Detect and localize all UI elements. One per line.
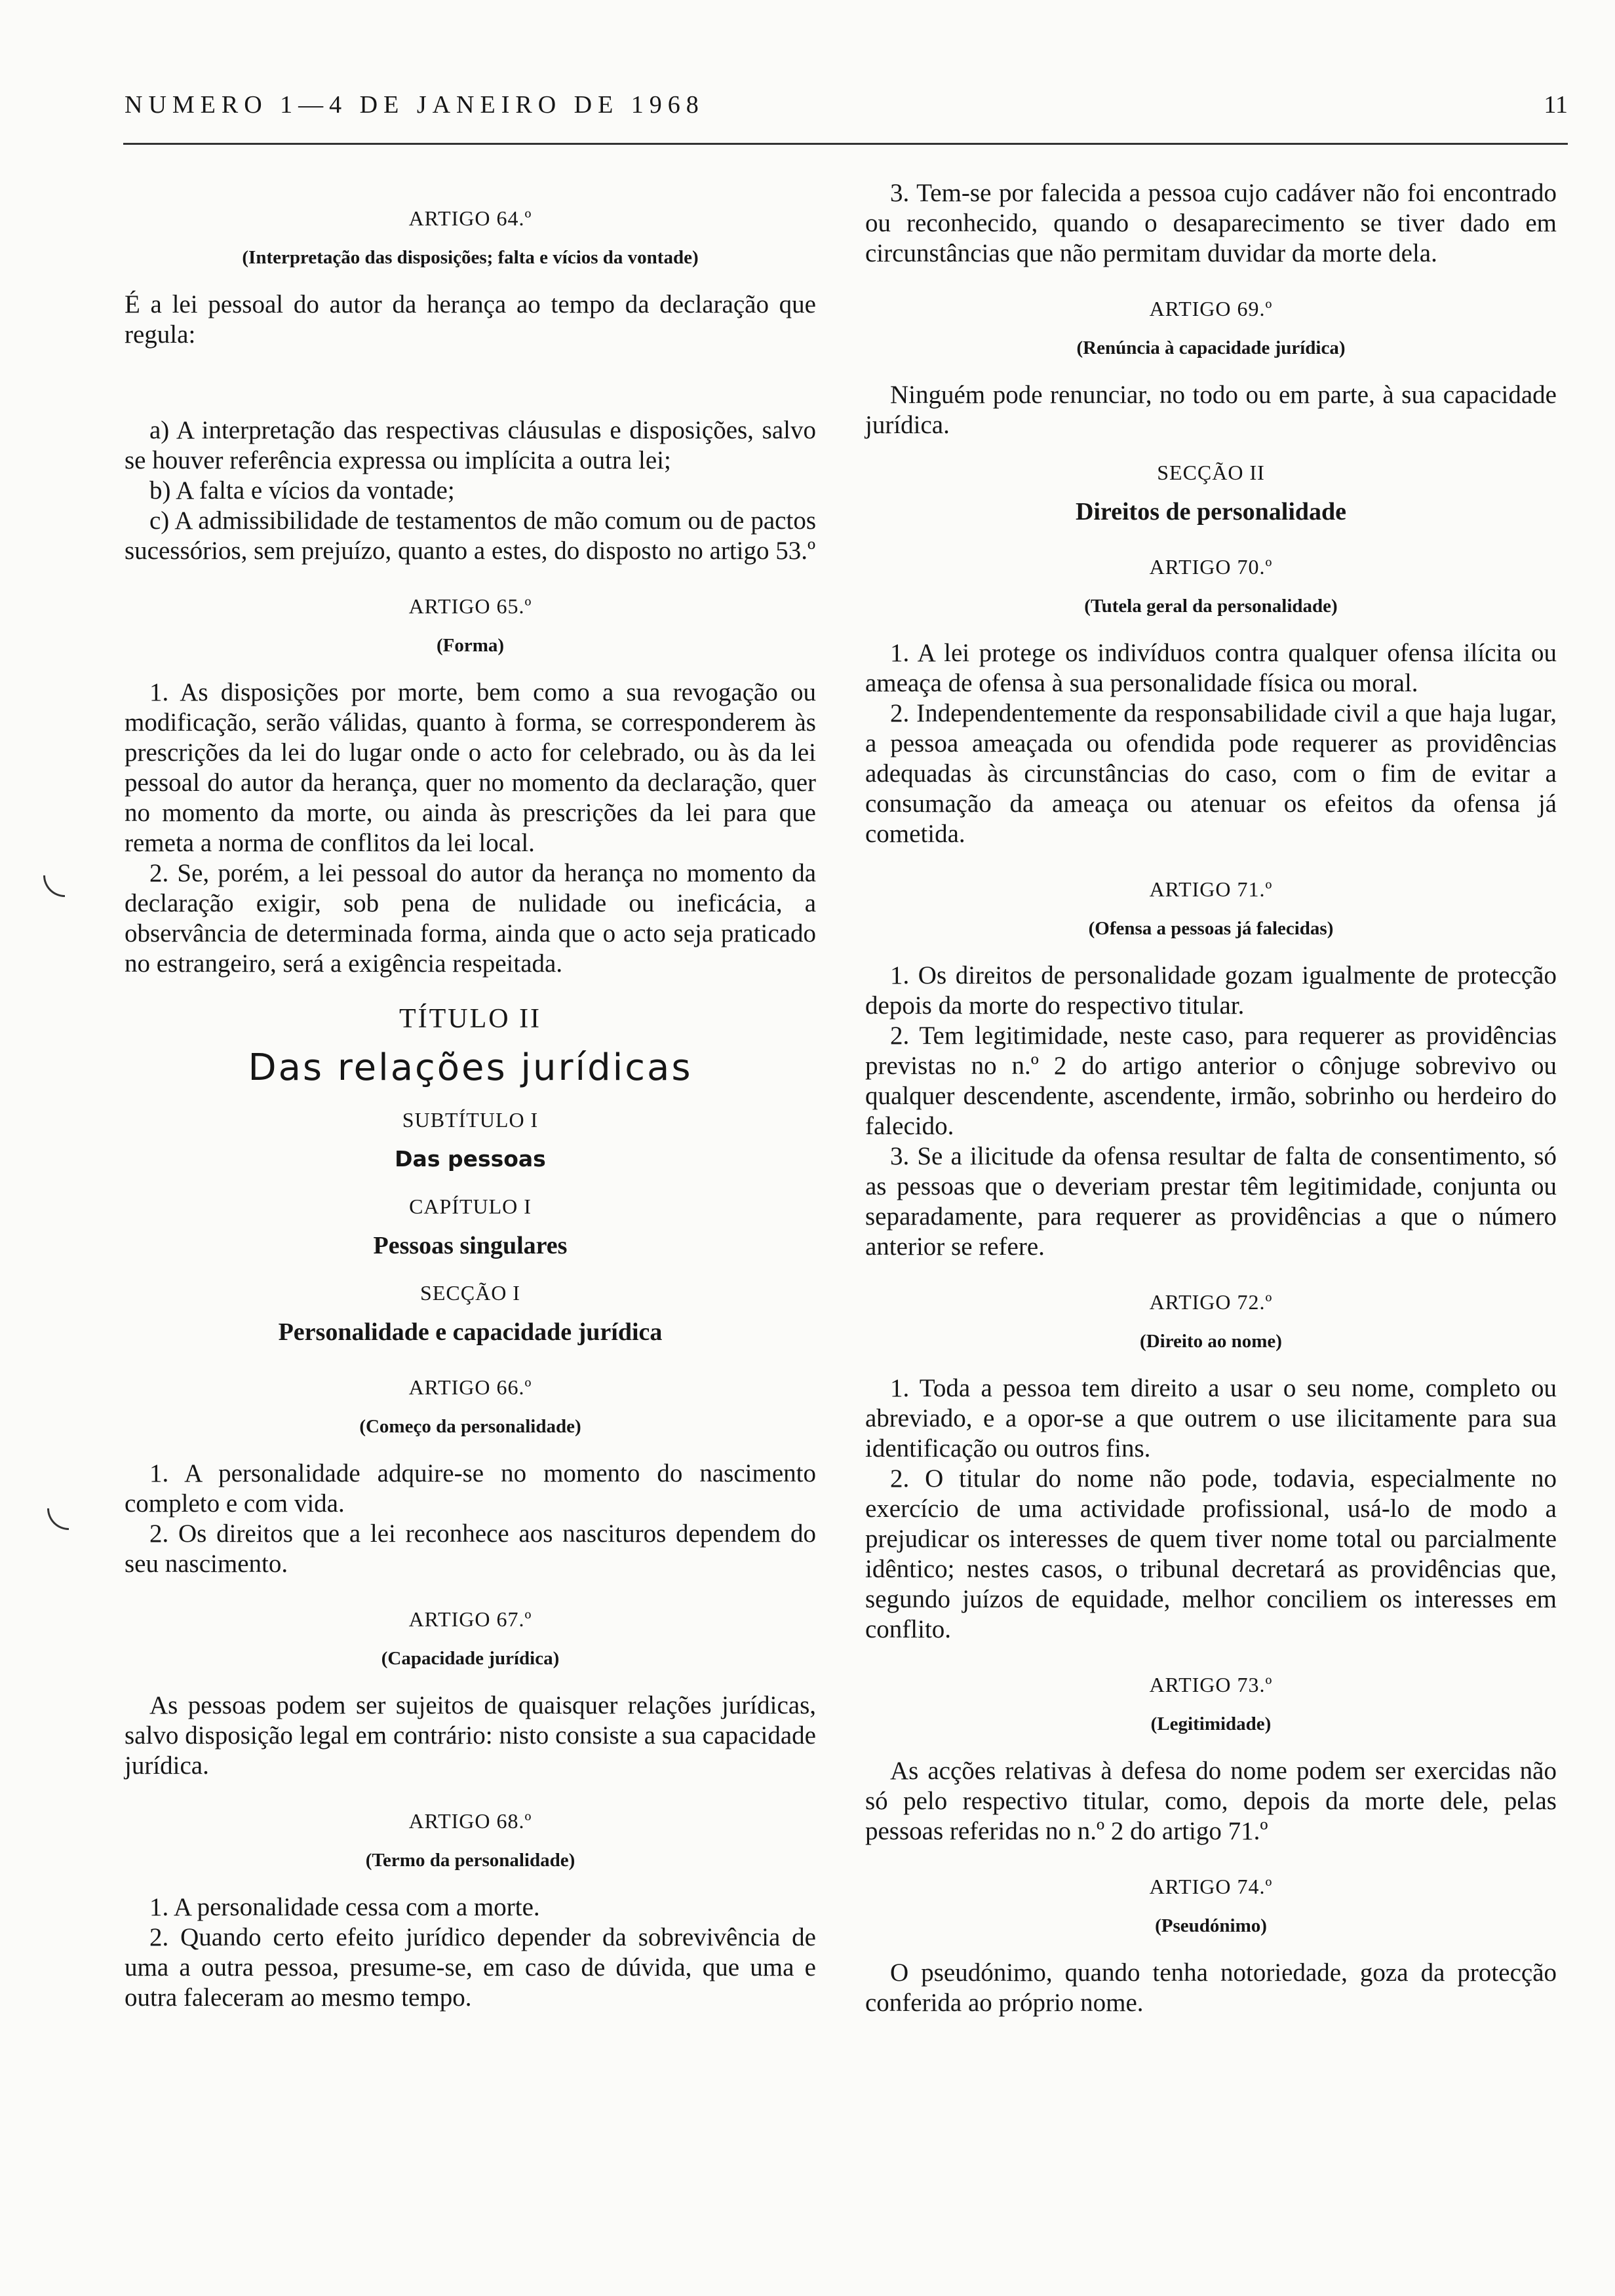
header-rule	[123, 143, 1568, 145]
section-heading: SUBTÍTULO I	[402, 1108, 539, 1132]
article-caption: (Termo da personalidade)	[365, 1850, 575, 1871]
article-heading: ARTIGO 69.º	[1149, 297, 1273, 320]
paragraph: 2. Se, porém, a lei pessoal do autor da herança no momento da declaração exigir, sob pena de nulidade ou ineficácia, a observância de determinada forma, ainda que o acto seja praticado no estrangeiro, será a exigência respeitada.	[125, 859, 816, 978]
title-name: Das relações jurídicas	[248, 1046, 693, 1089]
paragraph: É a lei pessoal do autor da herança ao tempo da declaração que regula:	[125, 290, 816, 349]
section-heading: SECÇÃO II	[1157, 461, 1265, 484]
title-heading: TÍTULO II	[399, 1004, 542, 1034]
article-heading: ARTIGO 64.º	[408, 206, 532, 230]
section-heading: SECÇÃO I	[420, 1281, 520, 1305]
paragraph: 1. Toda a pessoa tem direito a usar o seu nome, completo ou abreviado, e a opor-se a que outrem o use ilicitamente para sua identificação ou outros fins.	[865, 1374, 1557, 1463]
section-title: Personalidade e capacidade jurídica	[278, 1318, 663, 1346]
paragraph: 2. Quando certo efeito jurídico depender da sobrevivência de uma a outra pessoa, presume-se, em caso de dúvida, que uma e outra faleceram ao mesmo tempo.	[125, 1923, 816, 2012]
article-heading: ARTIGO 65.º	[408, 594, 532, 618]
margin-mark	[43, 875, 65, 897]
paragraph: 1. A personalidade cessa com a morte.	[149, 1893, 540, 1921]
article-caption: (Forma)	[436, 635, 505, 656]
paragraph: c) A admissibilidade de testamentos de mão comum ou de pactos sucessórios, sem prejuízo, quanto a estes, do disposto no artigo 53.º	[125, 507, 816, 565]
paragraph: 1. As disposições por morte, bem como a sua revogação ou modificação, serão válidas, quanto à forma, se corresponderem às prescrições da lei do lugar onde o acto for celebrado, ou às da lei pessoal do autor da herança, quer no momento da declaração, quer no momento da morte, ou ainda às prescrições da lei para que remeta a norma de conflitos da lei local.	[125, 678, 816, 857]
paragraph: 3. Tem-se por falecida a pessoa cujo cadáver não foi encontrado ou reconhecido, quando o desaparecimento se tiver dado em circunstâncias que não permitam duvidar da morte dela.	[865, 179, 1557, 267]
article-caption: (Legitimidade)	[1150, 1713, 1272, 1734]
article-heading: ARTIGO 70.º	[1149, 555, 1273, 579]
article-heading: ARTIGO 74.º	[1149, 1875, 1273, 1898]
article-heading: ARTIGO 66.º	[408, 1375, 532, 1399]
page-header	[125, 90, 1568, 130]
paragraph: 1. Os direitos de personalidade gozam igualmente de protecção depois da morte do respectivo titular.	[865, 961, 1557, 1020]
article-caption: (Ofensa a pessoas já falecidas)	[1088, 918, 1334, 939]
margin-mark	[47, 1508, 69, 1530]
article-caption: (Capacidade jurídica)	[381, 1648, 560, 1669]
article-heading: ARTIGO 72.º	[1149, 1290, 1273, 1314]
paragraph: 2. O titular do nome não pode, todavia, especialmente no exercício de uma actividade profissional, usá-lo de modo a prejudicar os interesses de quem tiver nome total ou parcialmente idêntico; nestes casos, o tribunal decretará as providências que, segundo juízos de equidade, melhor conciliem os interesses em conflito.	[865, 1464, 1557, 1643]
paragraph: 2. Independentemente da responsabilidade civil a que haja lugar, a pessoa ameaçada ou ofendida pode requerer as providências adequadas às circunstâncias do caso, com o fim de evitar a consumação da ameaça ou atenuar os efeitos da ofensa já cometida.	[865, 699, 1557, 848]
paragraph: Ninguém pode renunciar, no todo ou em parte, à sua capacidade jurídica.	[865, 381, 1557, 439]
paragraph: 2. Os direitos que a lei reconhece aos nascituros dependem do seu nascimento.	[125, 1520, 816, 1578]
paragraph: 2. Tem legitimidade, neste caso, para requerer as providências previstas no n.º 2 do artigo anterior o cônjuge sobrevivo ou qualquer descendente, ascendente, irmão, sobrinho ou herdeiro do falecido.	[865, 1022, 1557, 1140]
section-heading: CAPÍTULO I	[409, 1195, 532, 1218]
page-number: 11	[1544, 91, 1568, 119]
paragraph: b) A falta e vícios da vontade;	[149, 476, 455, 505]
article-caption: (Pseudónimo)	[1155, 1915, 1267, 1936]
section-title: Pessoas singulares	[373, 1232, 568, 1259]
spacer	[125, 375, 816, 390]
article-caption: (Tutela geral da personalidade)	[1084, 596, 1338, 617]
paragraph: O pseudónimo, quando tenha notoriedade, goza da protecção conferida ao próprio nome.	[865, 1959, 1557, 2017]
paragraph: a) A interpretação das respectivas cláusulas e disposições, salvo se houver referência expressa ou implícita a outra lei;	[125, 416, 816, 474]
article-heading: ARTIGO 68.º	[408, 1809, 532, 1833]
article-caption: (Direito ao nome)	[1140, 1331, 1282, 1352]
paragraph: 1. A personalidade adquire-se no momento do nascimento completo e com vida.	[125, 1459, 816, 1518]
subtitle-name: Das pessoas	[395, 1146, 546, 1172]
paragraph: As pessoas podem ser sujeitos de quaisquer relações jurídicas, salvo disposição legal em contrário: nisto consiste a sua capacidade jurídica.	[125, 1691, 816, 1780]
article-heading: ARTIGO 67.º	[408, 1607, 532, 1631]
section-title: Direitos de personalidade	[1075, 498, 1347, 526]
article-caption: (Interpretação das disposições; falta e vícios da vontade)	[242, 247, 699, 268]
article-caption: (Renúncia à capacidade jurídica)	[1076, 337, 1346, 358]
issue-title: NUMERO 1—4 DE JANEIRO DE 1968	[125, 91, 705, 119]
article-caption: (Começo da personalidade)	[359, 1416, 581, 1437]
right-column	[865, 178, 1557, 2018]
left-column	[125, 178, 816, 2013]
article-heading: ARTIGO 71.º	[1149, 877, 1273, 901]
paragraph: 1. A lei protege os indivíduos contra qualquer ofensa ilícita ou ameaça de ofensa à sua personalidade física ou moral.	[865, 639, 1557, 697]
paragraph: As acções relativas à defesa do nome podem ser exercidas não só pelo respectivo titular, como, depois da morte dele, pelas pessoas referidas no n.º 2 do artigo 71.º	[865, 1757, 1557, 1845]
paragraph: 3. Se a ilicitude da ofensa resultar de falta de consentimento, só as pessoas que o deveriam prestar têm legitimidade, conjunta ou separadamente, para requerer as providências a que o número anterior se refere.	[865, 1142, 1557, 1261]
article-heading: ARTIGO 73.º	[1149, 1673, 1273, 1696]
